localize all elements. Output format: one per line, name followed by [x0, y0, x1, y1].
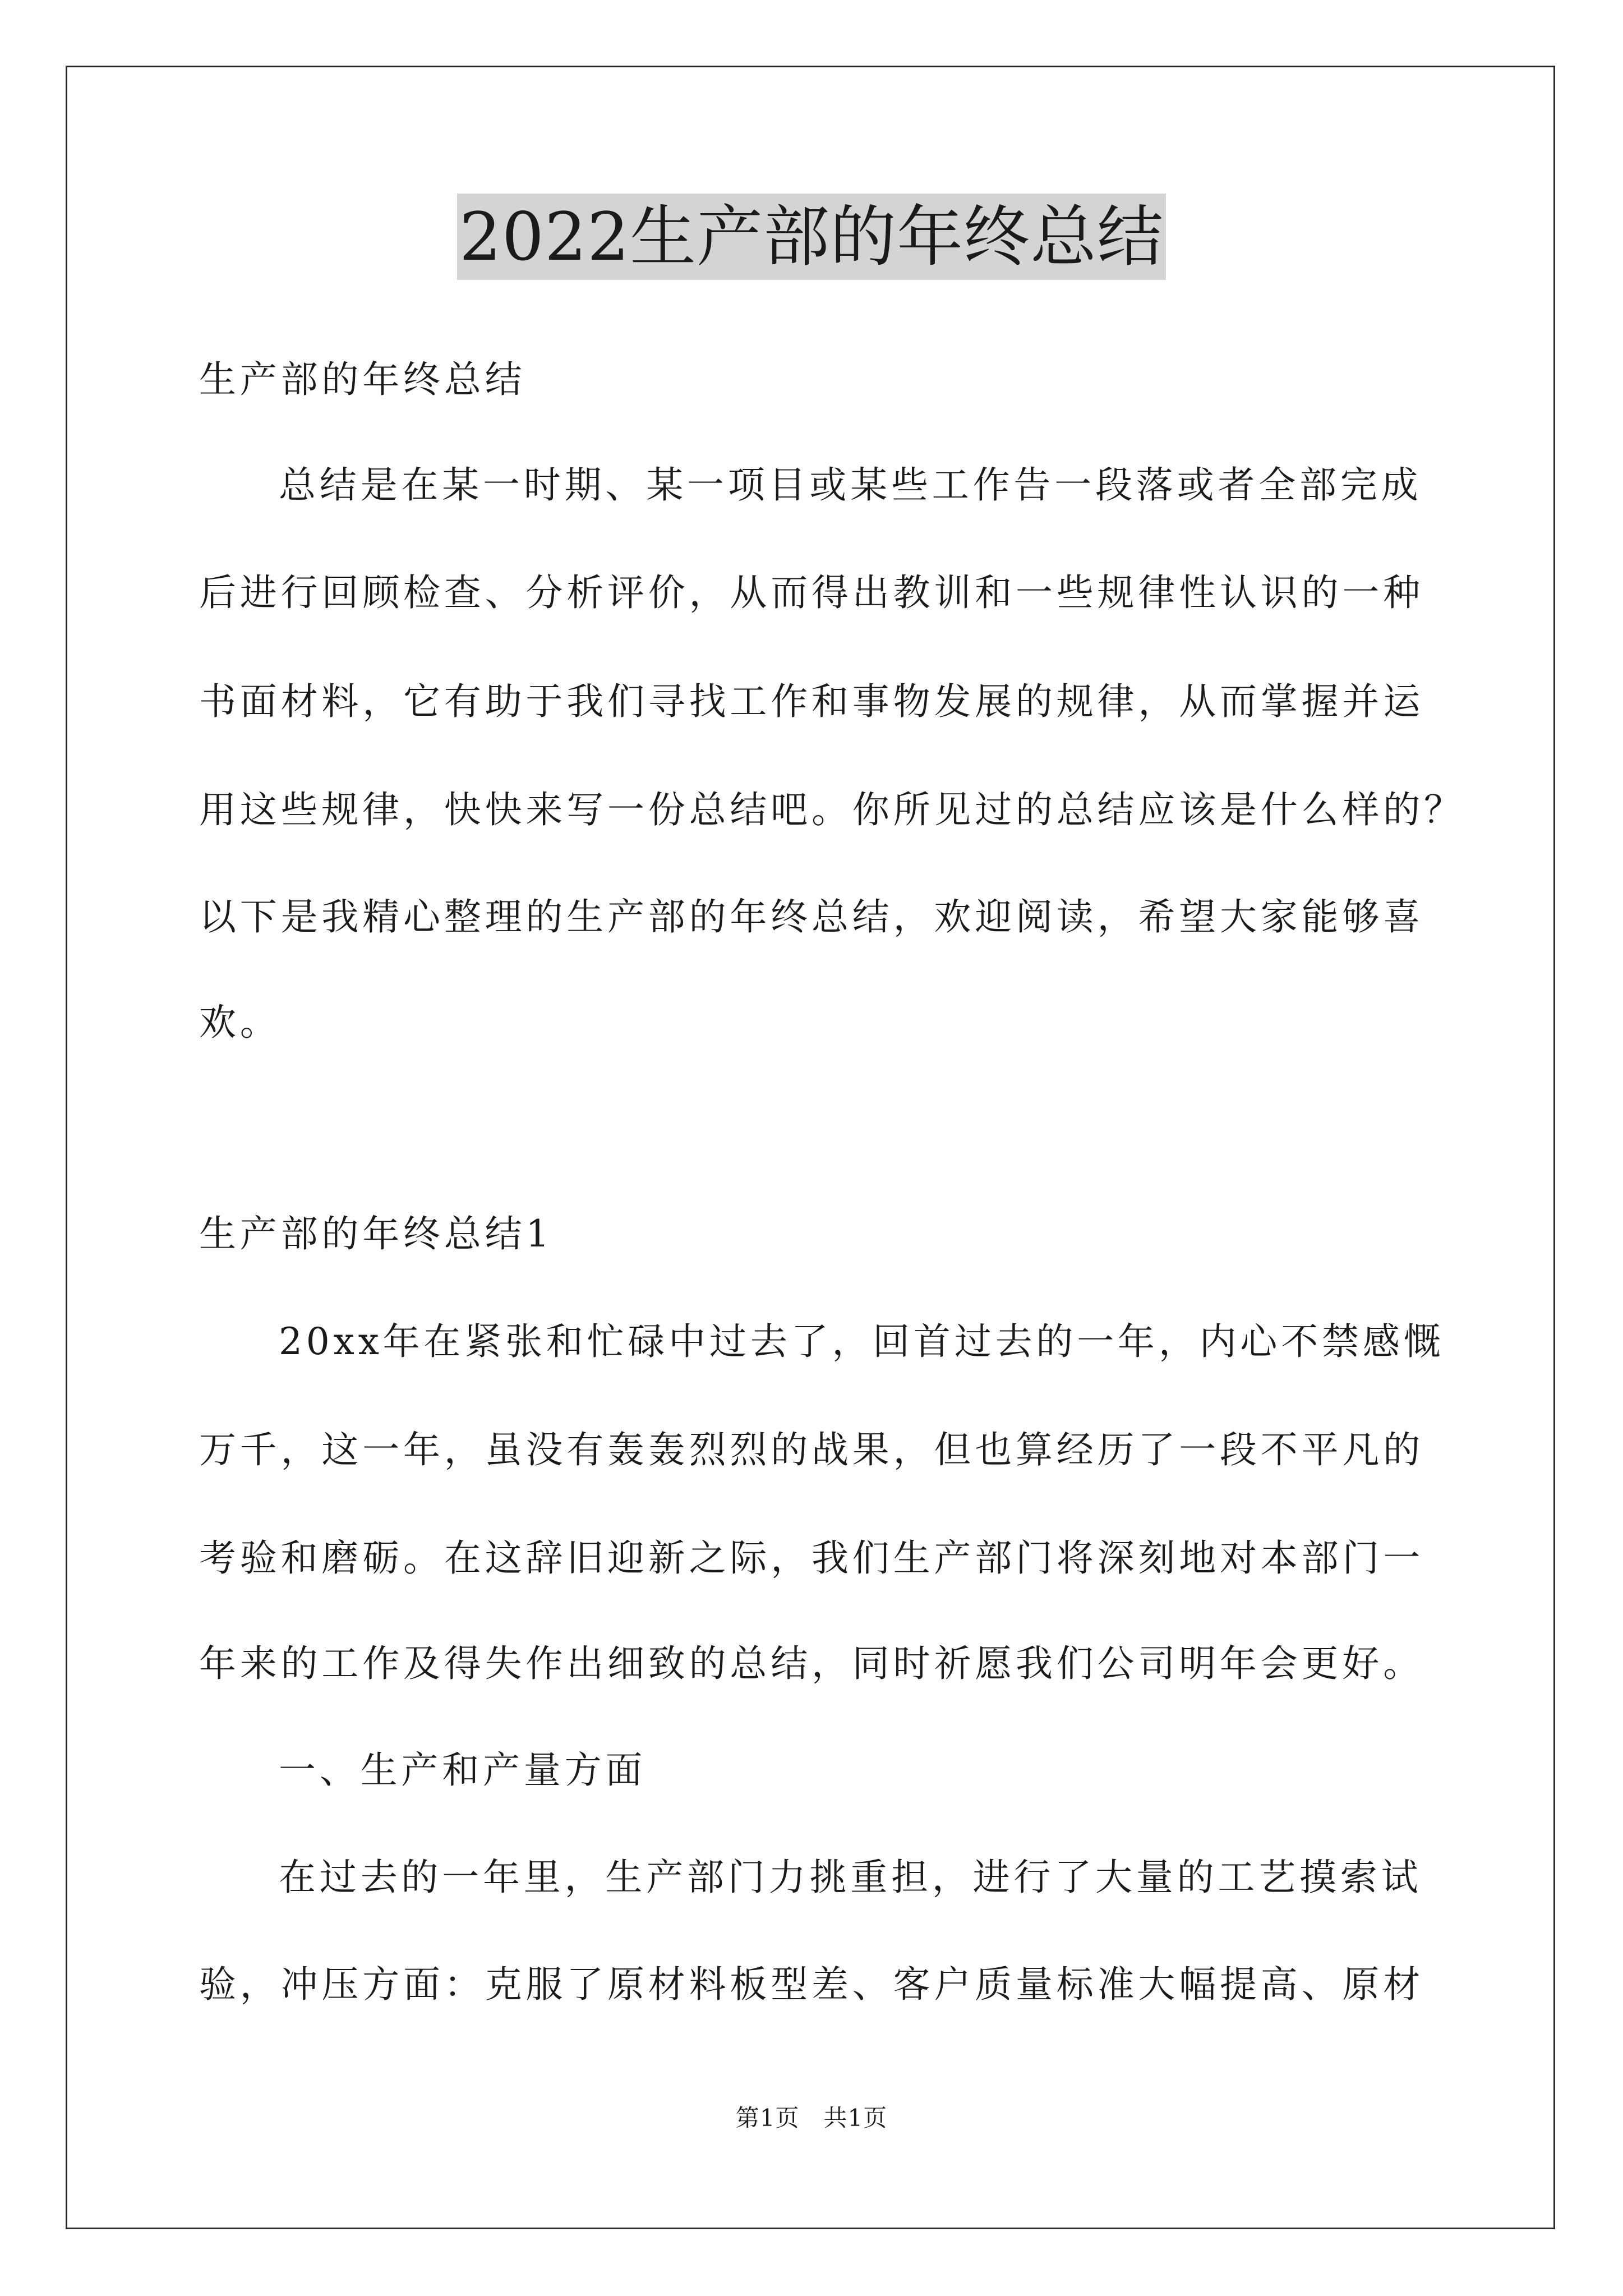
paragraph-line: 考验和磨砺。在这辞旧迎新之际，我们生产部门将深刻地对本部门一	[199, 1536, 1424, 1580]
paragraph-line: 用这些规律，快快来写一份总结吧。你所见过的总结应该是什么样的？	[199, 788, 1465, 831]
paragraph-line: 20xx年在紧张和忙碌中过去了，回首过去的一年，内心不禁感慨	[279, 1320, 1445, 1363]
page-footer: 第1页 共1页	[735, 2104, 888, 2132]
document-title: 2022生产部的年终总结	[457, 194, 1166, 280]
paragraph-line: 后进行回顾检查、分析评价，从而得出教训和一些规律性认识的一种	[199, 571, 1424, 614]
paragraph-line: 在过去的一年里，生产部门力挑重担，进行了大量的工艺摸索试	[279, 1856, 1422, 1899]
paragraph-line: 总结是在某一时期、某一项目或某些工作告一段落或者全部完成	[279, 463, 1422, 507]
paragraph-line: 万千，这一年，虽没有轰轰烈烈的战果，但也算经历了一段不平凡的	[199, 1428, 1424, 1471]
title-container	[0, 194, 1623, 280]
paragraph-line: 书面材料，它有助于我们寻找工作和事物发展的规律，从而掌握并运	[199, 680, 1424, 723]
section-heading: 生产部的年终总结1	[199, 1212, 554, 1255]
subsection-heading: 一、生产和产量方面	[279, 1749, 647, 1792]
paragraph-line: 验，冲压方面：克服了原材料板型差、客户质量标准大幅提高、原材	[199, 1963, 1424, 2006]
paragraph-line: 欢。	[199, 1001, 281, 1044]
paragraph-line: 年来的工作及得失作出细致的总结，同时祈愿我们公司明年会更好。	[199, 1642, 1424, 1685]
section-heading: 生产部的年终总结	[199, 358, 526, 401]
paragraph-line: 以下是我精心整理的生产部的年终总结，欢迎阅读，希望大家能够喜	[199, 895, 1424, 938]
